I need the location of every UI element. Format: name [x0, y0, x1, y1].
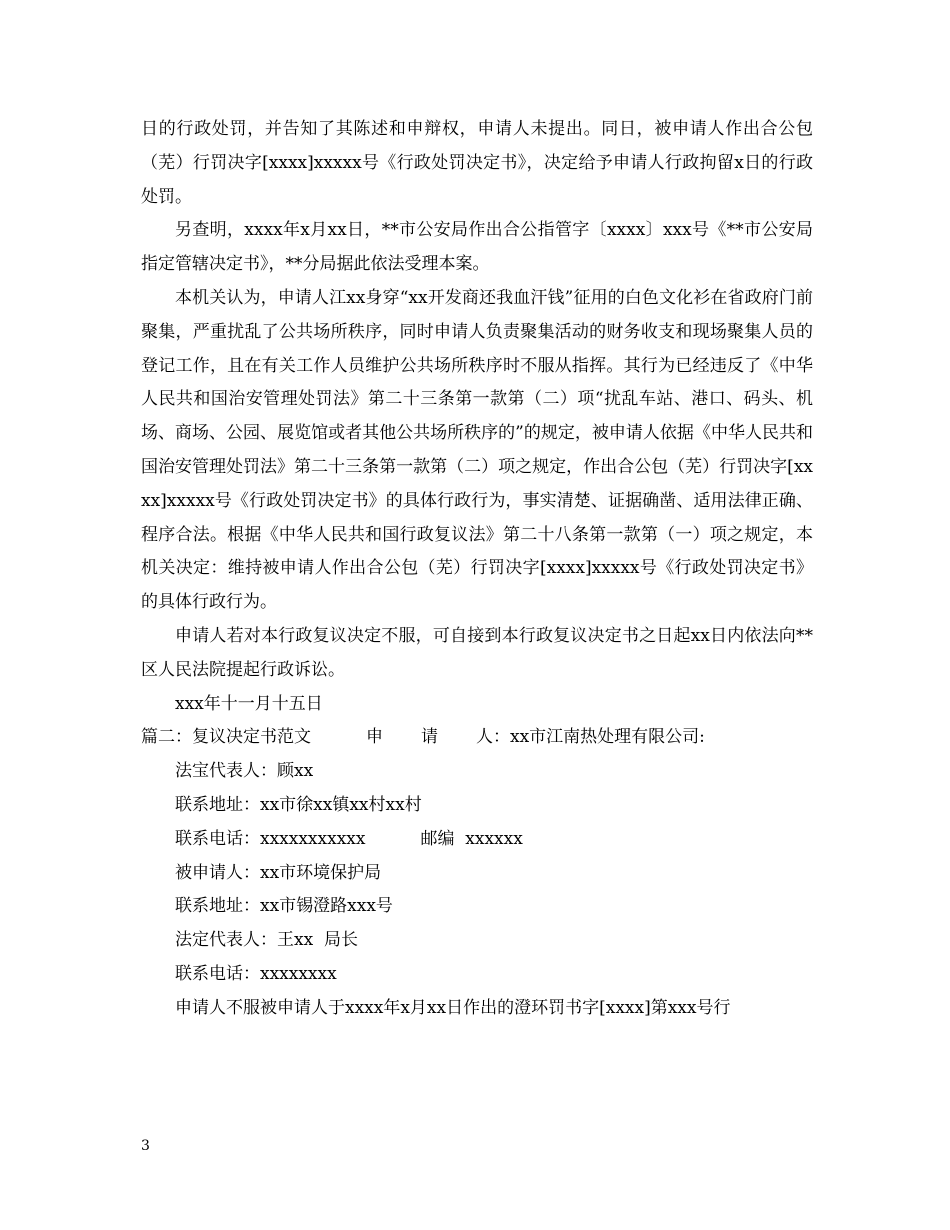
applicant-label-char-1: 申 — [366, 727, 383, 748]
applicant-label-char-3: 人：xx市江南热处理有限公司: — [476, 727, 705, 748]
respondent-phone: 联系电话：xxxxxxxx — [175, 963, 337, 984]
respondent-name: 被申请人：xx市环境保护局 — [175, 862, 382, 883]
decision-date: xxx年十一月十五日 — [175, 693, 323, 714]
respondent-address: 联系地址：xx市锡澄路xxx号 — [175, 896, 393, 917]
paragraph-agency-opinion: 本机关认为，申请人江xx身穿“xx开发商还我血汗钱”征用的白色文化衫在省政府门前聚集，严重扰乱了公共场所秩序，同时申请人负责聚集活动的财务收支和现场聚集人员的登记工作，且在有关工作人员维护公共场所秩序时不服从指挥。其行为已经违反了《中华人民共和国治安管理处罚法》第二十三条第一款第（二）项“扰乱车站、港口、码头、机场、商场、公园、展览馆或者其他公共场所秩序的”的规定，被申请人依据《中华人民共和国治安管理处罚法》第二十三条第一款第（二）项之规定，作出合公包（芜）行罚决字[xxxx]xxxxx号《行政处罚决定书》的具体行政行为，事实清楚、证据确凿、适用法律正确、程序合法。根据《中华人民共和国行政复议法》第二十八条第一款第（一）项之规定，本机关决定：维持被申请人作出合公包（芜）行罚决字[xxxx]xxxxx号《行政处罚决定书》的具体行政行为。 — [141, 287, 813, 613]
applicant-phone: 联系电话：xxxxxxxxxxx — [175, 828, 366, 849]
paragraph-penalty-decision: 日的行政处罚，并告知了其陈述和申辩权，申请人未提出。同日，被申请人作出合公包（芜）行罚决字[xxxx]xxxxx号《行政处罚决定书》，决定给予申请人行政拘留x日的行政处罚。 — [141, 119, 813, 207]
section2-heading: 篇二：复议决定书范文 — [141, 727, 311, 748]
page-number: 3 — [141, 1138, 150, 1154]
respondent-legal-rep: 法定代表人：王xx 局长 — [175, 930, 358, 951]
applicant-address: 联系地址：xx市徐xx镇xx村xx村 — [175, 794, 422, 815]
document-body — [141, 113, 813, 1026]
appeal-opening-line: 申请人不服被申请人于xxxx年x月xx日作出的澄环罚书字[xxxx]第xxx号行 — [175, 997, 731, 1018]
paragraph-appeal-rights: 申请人若对本行政复议决定不服，可自接到本行政复议决定书之日起xx日内依法向**区人民法院提起行政诉讼。 — [141, 625, 813, 680]
paragraph-further-finding: 另查明，xxxx年x月xx日，**市公安局作出合公指管字〔xxxx〕xxx号《**市公安局指定管辖决定书》，**分局据此依法受理本案。 — [141, 220, 813, 275]
applicant-postcode: 邮编 xxxxxx — [420, 828, 523, 849]
applicant-label-char-2: 请 — [421, 727, 438, 748]
applicant-legal-rep: 法宝代表人：顾xx — [175, 761, 314, 782]
applicant-contact-line — [141, 823, 813, 857]
section2-heading-line — [141, 721, 813, 755]
